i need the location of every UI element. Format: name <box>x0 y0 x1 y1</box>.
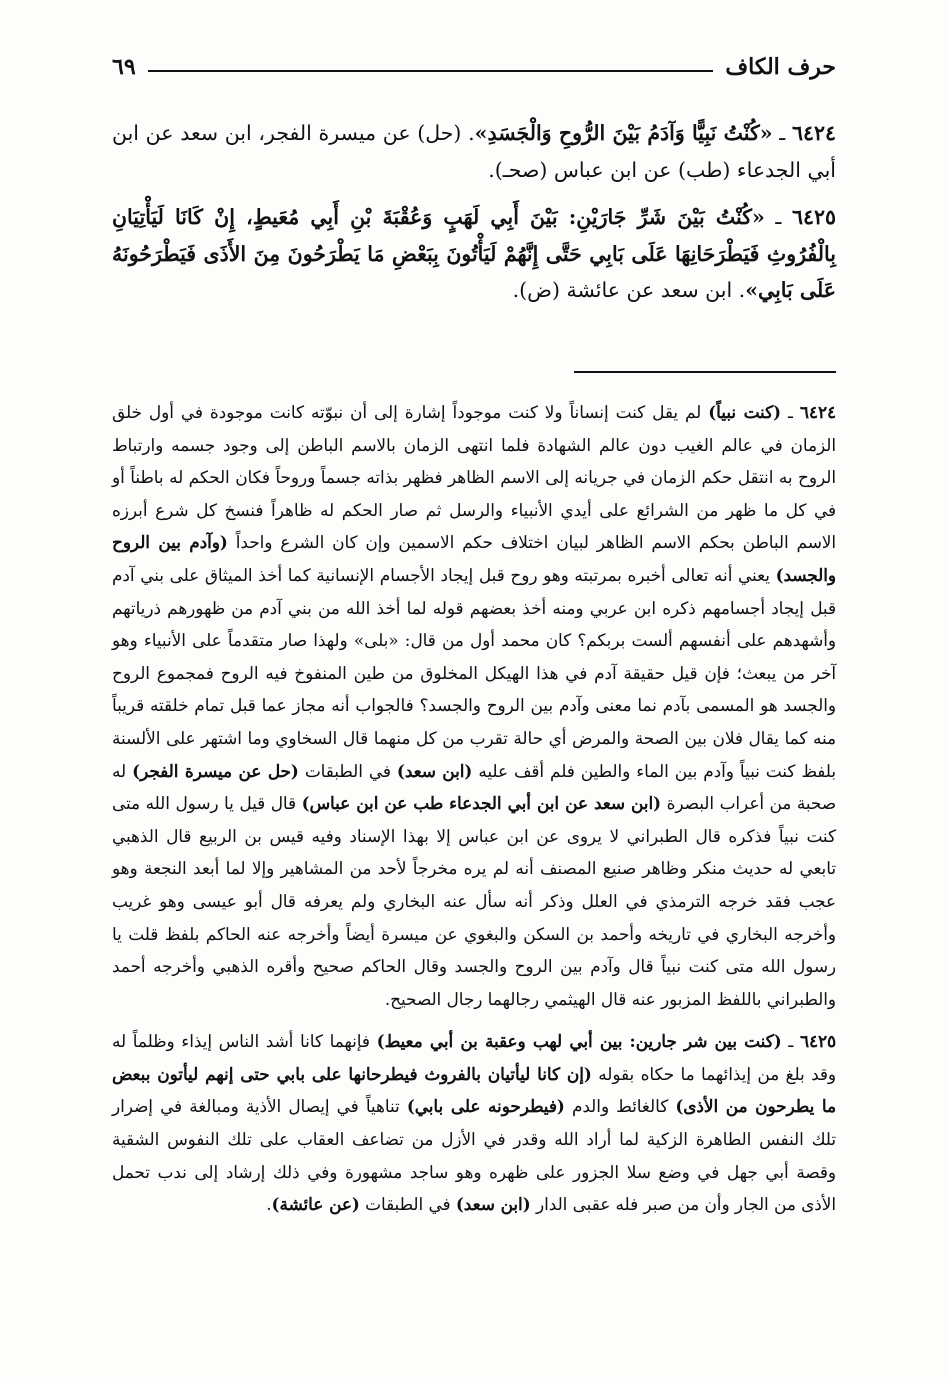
commentary-segment: (فيطرحونه على بابي) <box>406 1096 565 1117</box>
commentary-number: ٦٤٢٤ <box>799 402 836 422</box>
commentary-segment: (إن كانا ليأتيان بالفروث فيطرحانها على بابي حتى إنهم ليأتون ببعض ما يطرحون من الأذى) <box>112 1063 836 1117</box>
commentary-segment: لم يقل كنت إنساناً ولا كنت موجوداً إشارة إلى أن نبوّته كانت موجودة في أول خلق الزمان في عالم الغيب دون عالم الشهادة فلما انتهى الزمان بالاسم الباطن إلى وجود جسمه وارتباط الروح به انتقل حكم الزمان في جريانه إلى الاسم الظاهر فظهر بذاته جسماً وروحاً فكان الحكم له باطناً أو في كل ما ظهر من الشرائع على أيدي الأنبياء والرسل ثم صار الحكم له ظاهراً فنسخ كل شرع أبرزه الاسم الباطن بحكم الاسم الظاهر لبيان اختلاف حكم الاسمين وإن كان الشرع واحداً <box>112 402 837 553</box>
hadith-entry: ٦٤٢٥ ـ «كُنْتُ بَيْنَ شَرِّ جَارَيْنِ: بَيْنَ أَبِي لَهَبٍ وَعُقْبَةَ بْنِ أَبِي مُعَيطٍ، إِنْ كَانَا لَيَأْتِيَانِ بِالْفُرُوثِ فَيَطْرَحَانِهَا عَلَى بَابِي حَتَّى إِنَّهُمْ لَيَأْتُونَ بِبَعْضِ مَا يَطْرَحُونَ مِنَ الأَذَى فَيَطْرَحُونَهُ عَلَى بَابِي». ابن سعد عن عائشة (ض). <box>112 205 836 302</box>
commentary-segment: (حل عن ميسرة الفجر) <box>132 760 299 781</box>
commentary-segment: (كنت نبياً) <box>708 402 782 422</box>
commentary-segment: كالغائط والدم <box>564 1096 676 1117</box>
commentary-segment: يعني أنه تعالى أخبره بمرتبته وهو روح قبل إيجاد الأجسام الإنسانية كما أخذ الميثاق على بني آدم قبل إيجاد أجسامهم ذكره ابن عربي ومنه أخذ بعضهم قوله لما أخذ الله من بني آدم من ظهورهم ذرياتهم وأشهدهم على أنفسهم ألست بربكم؟ كان محمد أول من قال: «بلى» ولهذا صار متقدماً على الأنبياء وهو آخر من يبعث؛ فإن قيل حقيقة آدم في هذا الهيكل المخلوق من طين المنفوخ فيه الروح فمجموع الروح والجسد هو المسمى بآدم نما معنى وآدم بين الروح والجسد؟ فالجواب أنه مجاز عما قبل تمام خلقته قريباً منه كما يقال فلان بين الصحة والمرض أي حالة تقرب من كل منهما قال السخاوي وما اشتهر على الألسنة بلفظ كنت نبياً وآدم بين الماء والطين فلم أقف عليه <box>112 564 836 781</box>
commentary-number: ٦٤٢٥ <box>799 1031 836 1052</box>
commentary-segment: (ابن سعد عن ابن أبي الجدعاء طب عن ابن عباس) <box>301 793 662 814</box>
hadith-source: . ابن سعد عن عائشة (ض). <box>512 278 746 302</box>
hadith-number: ٦٤٢٤ <box>791 121 836 145</box>
commentary-segment: تناهياً في إيصال الأذية ومبالغة في إضرار تلك النفس الطاهرة الزكية لما أراد الله وقدر في الأزل من تضاعف العقاب على تلك النفوس الشقية وقصة أبي جهل في وضع سلا الجزور على ظهره وهو ساجد مشهورة وفي ذلك إرشاد إلى ندب تحمل الأذى من الجار وأن من صبر فله عقبى الدار <box>112 1096 836 1215</box>
running-header <box>112 50 836 84</box>
hadith-quote: «كُنْتُ نَبِيًّا وَآدَمُ بَيْنَ الرُّوحِ وَالْجَسَدِ» <box>474 121 773 145</box>
commentary-segment: (ابن سعد) <box>396 760 473 781</box>
chapter-title: حرف الكاف <box>725 54 836 80</box>
hadith-source: . (حل) عن ميسرة الفجر، ابن سعد عن ابن أبي الجدعاء (طب) عن ابن عباس (صحـ). <box>112 121 836 182</box>
commentary-segment: . <box>266 1194 272 1215</box>
hadith-quote: «كُنْتُ بَيْنَ شَرِّ جَارَيْنِ: بَيْنَ أَبِي لَهَبٍ وَعُقْبَةَ بْنِ أَبِي مُعَيطٍ، إِنْ كَانَا لَيَأْتِيَانِ بِالْفُرُوثِ فَيَطْرَحَانِهَا عَلَى بَابِي حَتَّى إِنَّهُمْ لَيَأْتُونَ بِبَعْضِ مَا يَطْرَحُونَ مِنَ الأَذَى فَيَطْرَحُونَهُ عَلَى بَابِي» <box>112 205 836 302</box>
commentary-segment: (وآدم بين الروح والجسد) <box>112 532 836 585</box>
footnote-separator <box>574 371 836 373</box>
commentary-segment: له صحبة من أعراب البصرة <box>112 760 836 814</box>
commentary-segment: (ابن سعد) <box>455 1194 531 1215</box>
hadith-entry: ٦٤٢٤ ـ «كُنْتُ نَبِيًّا وَآدَمُ بَيْنَ الرُّوحِ وَالْجَسَدِ». (حل) عن ميسرة الفجر، ابن سعد عن ابن أبي الجدعاء (طب) عن ابن عباس (صحـ). <box>112 121 836 182</box>
commentary-entry: ٦٤٢٥ ـ (كنت بين شر جارين: بين أبي لهب وعقبة بن أبي معيط) فإنهما كانا أشد الناس إيذاء وظلماً له وقد بلغ من إيذائهما ما حكاه بقوله (إن كانا ليأتيان بالفروث فيطرحانها على بابي حتى إنهم ليأتون ببعض ما يطرحون من الأذى) كالغائط والدم (فيطرحونه على بابي) تناهياً في إيصال الأذية ومبالغة في إضرار تلك النفس الطاهرة الزكية لما أراد الله وقدر في الأزل من تضاعف العقاب على تلك النفوس الشقية وقصة أبي جهل في وضع سلا الجزور على ظهره وهو ساجد مشهورة وفي ذلك إرشاد إلى ندب تحمل الأذى من الجار وأن من صبر فله عقبى الدار (ابن سعد) في الطبقات (عن عائشة). <box>112 1031 837 1215</box>
commentary-segment: في الطبقات <box>298 760 397 781</box>
commentary-segment: في الطبقات <box>359 1194 456 1215</box>
header-rule <box>148 70 714 72</box>
hadith-text-block <box>112 115 836 320</box>
hadith-number: ٦٤٢٥ <box>791 205 836 229</box>
commentary-segment: فإنهما كانا أشد الناس إيذاء وظلماً له وقد بلغ من إيذائهما ما حكاه بقوله <box>112 1031 837 1084</box>
commentary-block <box>112 396 836 1231</box>
commentary-segment: قال قيل يا رسول الله متى كنت نبياً فذكره قال الطبراني لا يروى عن ابن عباس إلا بهذا الإسناد وفيه قيس بن الربيع قال الذهبي تابعي له حديث منكر وظاهر صنيع المصنف أنه لم يره مخرجاً لأحد من المشاهير وإلا لما أبعد النجعة وهو عجب فقد خرجه الترمذي في العلل وذكر أنه سأل عنه البخاري ولم يعرفه قال أبو عيسى وهو غريب وأخرجه البخاري في تاريخه وأحمد بن السكن والبغوي عن ميسرة أيضاً وأخرجه عنه الحاكم بلفظ قلت يا رسول الله متى كنت نبياً قال وآدم بين الروح والجسد وقال الحاكم صحيح وأقره الذهبي وأخرجه أحمد والطبراني باللفظ المزبور عنه قال الهيثمي رجالهما رجال الصحيح. <box>112 793 836 1009</box>
commentary-segment: (كنت بين شر جارين: بين أبي لهب وعقبة بن أبي معيط) <box>376 1031 782 1052</box>
commentary-segment: (عن عائشة) <box>271 1194 360 1215</box>
commentary-entry: ٦٤٢٤ ـ (كنت نبياً) لم يقل كنت إنساناً ولا كنت موجوداً إشارة إلى أن نبوّته كانت موجودة في أول خلق الزمان في عالم الغيب دون عالم الشهادة فلما انتهى الزمان بالاسم الباطن إلى وجود جسمه وارتباط الروح به انتقل حكم الزمان في جريانه إلى الاسم الظاهر فظهر بذاته جسماً وروحاً فكان الحكم له باطناً أو في كل ما ظهر من الشرائع على أيدي الأنبياء والرسل ثم صار الحكم له ظاهراً فنسخ كل شرع أبرزه الاسم الباطن بحكم الاسم الظاهر لبيان اختلاف حكم الاسمين وإن كان الشرع واحداً (وآدم بين الروح والجسد) يعني أنه تعالى أخبره بمرتبته وهو روح قبل إيجاد الأجسام الإنسانية كما أخذ الميثاق على بني آدم قبل إيجاد أجسامهم ذكره ابن عربي ومنه أخذ بعضهم قوله لما أخذ الله من بني آدم من ظهورهم ذرياتهم وأشهدهم على أنفسهم ألست بربكم؟ كان محمد أول من قال: «بلى» ولهذا صار متقدماً على الأنبياء وهو آخر من يبعث؛ فإن قيل حقيقة آدم في هذا الهيكل المخلوق من طين المنفوخ فيه الروح فمجموع الروح والجسد هو المسمى بآدم نما معنى وآدم بين الروح والجسد؟ فالجواب أنه مجاز عما قبل تمام خلقته قريباً منه كما يقال فلان بين الصحة والمرض أي حالة تقرب من كل منهما قال السخاوي وما اشتهر على الألسنة بلفظ كنت نبياً وآدم بين الماء والطين فلم أقف عليه (ابن سعد) في الطبقات (حل عن ميسرة الفجر) له صحبة من أعراب البصرة (ابن سعد عن ابن أبي الجدعاء طب عن ابن عباس) قال قيل يا رسول الله متى كنت نبياً فذكره قال الطبراني لا يروى عن ابن عباس إلا بهذا الإسناد وفيه قيس بن الربيع قال الذهبي تابعي له حديث منكر وظاهر صنيع المصنف أنه لم يره مخرجاً لأحد من المشاهير وإلا لما أبعد النجعة وهو عجب فقد خرجه الترمذي في العلل وذكر أنه سأل عنه البخاري ولم يعرفه قال أبو عيسى وهو غريب وأخرجه البخاري في تاريخه وأحمد بن السكن والبغوي عن ميسرة أيضاً وأخرجه عنه الحاكم بلفظ قلت يا رسول الله متى كنت نبياً قال وآدم بين الروح والجسد وقال الحاكم صحيح وأقره الذهبي وأخرجه أحمد والطبراني باللفظ المزبور عنه قال الهيثمي رجالهما رجال الصحيح. <box>112 402 837 1009</box>
page-number: ٦٩ <box>112 54 136 80</box>
